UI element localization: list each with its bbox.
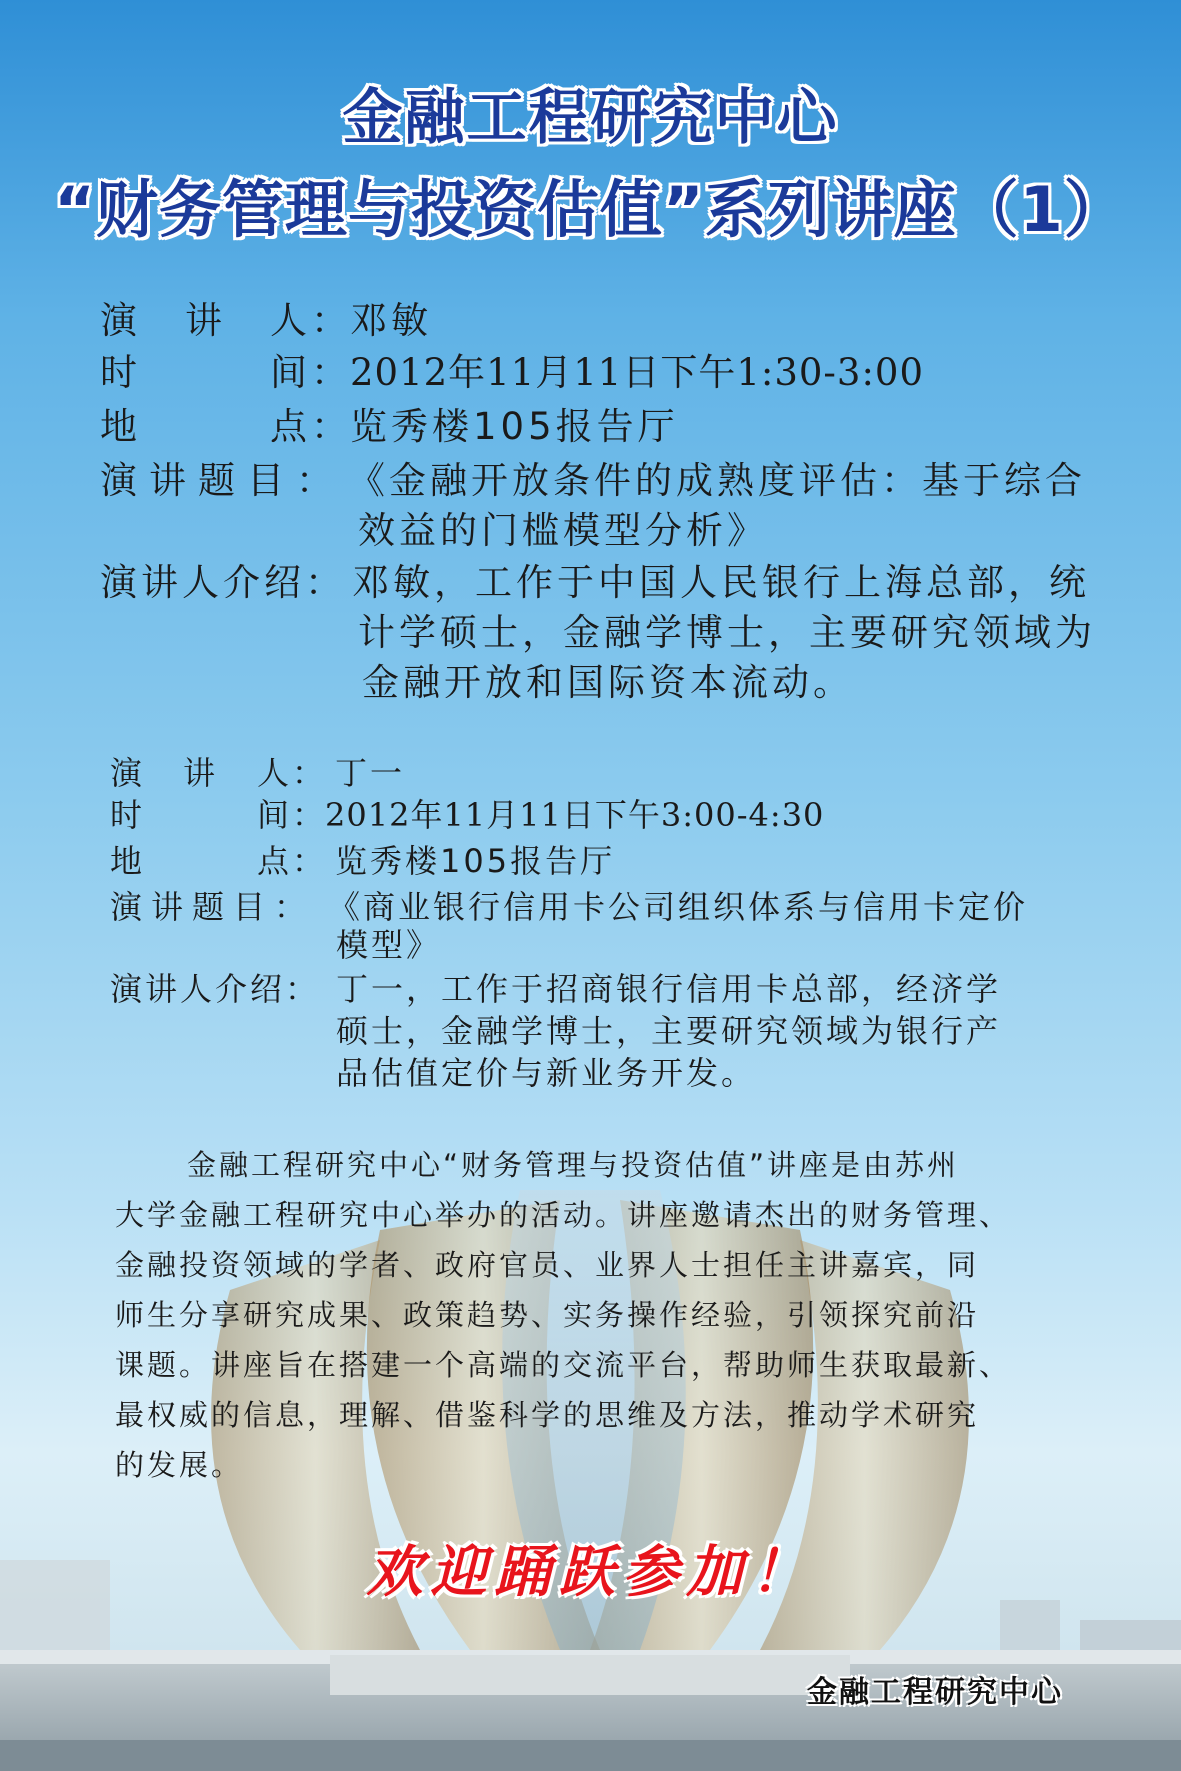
intro-line: 大学金融工程研究中心举办的活动。讲座邀请杰出的财务管理、 bbox=[115, 1198, 1012, 1232]
label-char: 点： bbox=[257, 842, 328, 880]
bio-line: 计学硕士，金融学博士，主要研究领域为 bbox=[358, 611, 1096, 654]
label-char: 时 bbox=[100, 351, 141, 394]
intro-line: 课题。讲座旨在搭建一个高端的交流平台，帮助师生获取最新、 bbox=[115, 1348, 1012, 1382]
speaker-name: 邓敏 bbox=[350, 299, 432, 342]
label-char: 间： bbox=[257, 796, 328, 834]
bio-line: 邓敏，工作于中国人民银行上海总部，统 bbox=[352, 561, 1090, 604]
time-value: 2012年11月11日下午1:30-3:00 bbox=[350, 351, 925, 394]
label-char: 点： bbox=[270, 405, 352, 448]
label-char: 演 bbox=[100, 299, 141, 342]
intro-line: 师生分享研究成果、政策趋势、实务操作经验，引领探究前沿 bbox=[115, 1298, 980, 1332]
intro-line: 的发展。 bbox=[115, 1448, 244, 1482]
intro-line: 金融投资领域的学者、政府官员、业界人士担任主讲嘉宾，同 bbox=[115, 1248, 980, 1282]
label-char: 人： bbox=[257, 754, 328, 792]
place-value: 览秀楼105报告厅 bbox=[350, 405, 679, 448]
topic-line: 《金融开放条件的成熟度评估：基于综合 bbox=[348, 459, 1086, 502]
speaker-name: 丁一 bbox=[335, 754, 406, 792]
title-line-1: 金融工程研究中心 bbox=[342, 83, 839, 153]
organizer-signature: 金融工程研究中心 bbox=[807, 1675, 1063, 1710]
title-line-2: “财务管理与投资估值”系列讲座（1） bbox=[54, 173, 1127, 246]
bio-line: 金融开放和国际资本流动。 bbox=[362, 661, 854, 704]
label-char: 讲 bbox=[183, 754, 219, 792]
label-char: 时 bbox=[110, 796, 146, 834]
label-char: 间： bbox=[270, 351, 352, 394]
bio-line: 丁一，工作于招商银行信用卡总部，经济学 bbox=[336, 970, 1002, 1008]
bio-label: 演讲人介绍： bbox=[110, 970, 321, 1008]
time-value: 2012年11月11日下午3:00-4:30 bbox=[325, 796, 825, 834]
topic-line: 效益的门槛模型分析》 bbox=[358, 509, 768, 552]
intro-line: 最权威的信息，理解、借鉴科学的思维及方法，推动学术研究 bbox=[115, 1398, 980, 1432]
topic-label: 演讲题目： bbox=[110, 888, 316, 926]
topic-line: 模型》 bbox=[336, 926, 442, 964]
topic-line: 《商业银行信用卡公司组织体系与信用卡定价 bbox=[328, 888, 1029, 926]
intro-line: 金融工程研究中心“财务管理与投资估值”讲座是由苏州 bbox=[187, 1148, 960, 1182]
topic-label: 演讲题目： bbox=[100, 459, 345, 502]
place-value: 览秀楼105报告厅 bbox=[335, 842, 616, 880]
welcome-slogan: 欢迎踊跃参加！ bbox=[366, 1540, 815, 1605]
label-char: 地 bbox=[110, 842, 146, 880]
label-char: 人： bbox=[270, 299, 352, 342]
label-char: 演 bbox=[110, 754, 146, 792]
label-char: 讲 bbox=[185, 299, 226, 342]
intro-paragraph bbox=[115, 1140, 1075, 1490]
bio-line: 硕士，金融学博士，主要研究领域为银行产 bbox=[336, 1012, 1002, 1050]
bio-label: 演讲人介绍： bbox=[100, 561, 346, 604]
bio-line: 品估值定价与新业务开发。 bbox=[336, 1054, 757, 1092]
label-char: 地 bbox=[100, 405, 141, 448]
